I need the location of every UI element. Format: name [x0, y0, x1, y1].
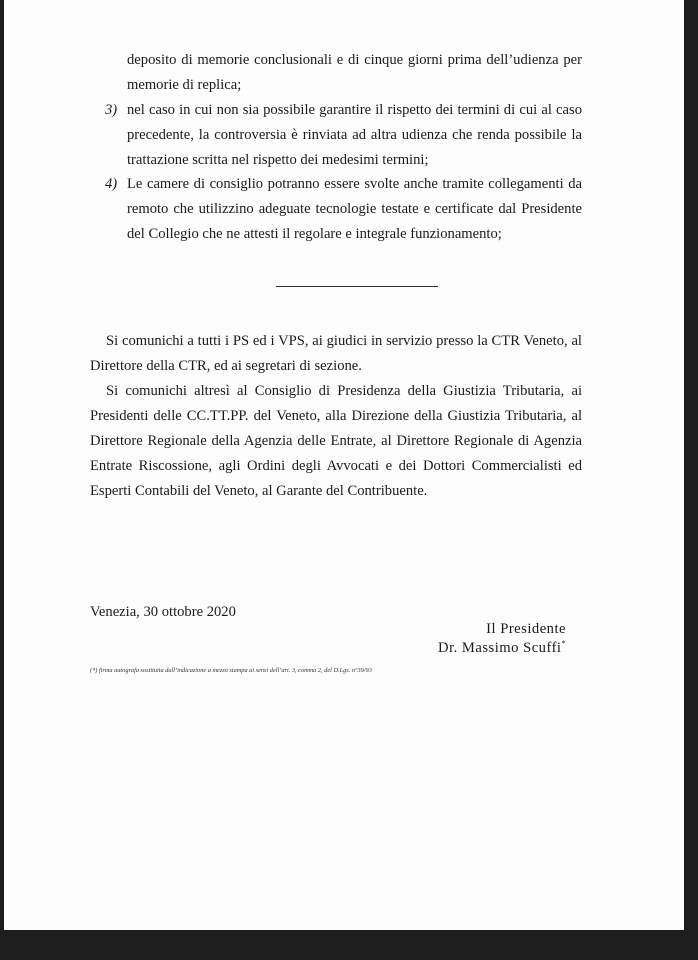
item-text: Le camere di consiglio potranno essere svolte anche tramite collegamenti da remoto che utilizzino adeguate tecnologie testate e certificate dal Presidente del Collegio che ne attesti il regolare e integrale funzionamento;: [127, 176, 582, 242]
footnote: (*) firma autografa sostituita dall’indicazione a mezzo stampa ai sensi dell’art. 3, comma 2, del D.Lgs. n°39/93: [90, 667, 372, 674]
item-text: nel caso in cui non sia possibile garantire il rispetto dei termini di cui al caso precedente, la controversia è rinviata ad altra udienza che renda possibile la trattazione scritta nel rispetto dei medesimi termini;: [127, 102, 582, 168]
paragraph: [90, 329, 582, 379]
document-page: [4, 0, 684, 930]
signature-name-text: Dr. Massimo Scuffi: [438, 639, 562, 656]
signature-mark: *: [561, 639, 566, 648]
paragraph-text: Si comunichi altresì al Consiglio di Presidenza della Giustizia Tributaria, ai Presidenti delle CC.TT.PP. del Veneto, alla Direzione della Giustizia Tributaria, al Direttore Regionale della Agenzia delle Entrate, al Direttore Regionale di Agenzia Entrate Riscossione, agli Ordini degli Avvocati e dei Dottori Commercialisti ed Esperti Contabili del Veneto, al Garante del Contribuente.: [90, 383, 582, 499]
separator-line: [276, 286, 438, 287]
paragraph: [90, 379, 582, 504]
continuation-text: deposito di memorie conclusionali e di cinque giorni prima dell’udienza per memorie di replica;: [127, 52, 582, 93]
place-date: Venezia, 30 ottobre 2020: [90, 604, 236, 620]
signature-name: [438, 639, 566, 657]
item-number: 3): [105, 102, 118, 118]
signature-role: Il Presidente: [486, 621, 566, 637]
item-number: 4): [105, 176, 118, 192]
paragraph-text: Si comunichi a tutti i PS ed i VPS, ai giudici in servizio presso la CTR Veneto, al Direttore della CTR, ed ai segretari di sezione.: [90, 333, 582, 374]
